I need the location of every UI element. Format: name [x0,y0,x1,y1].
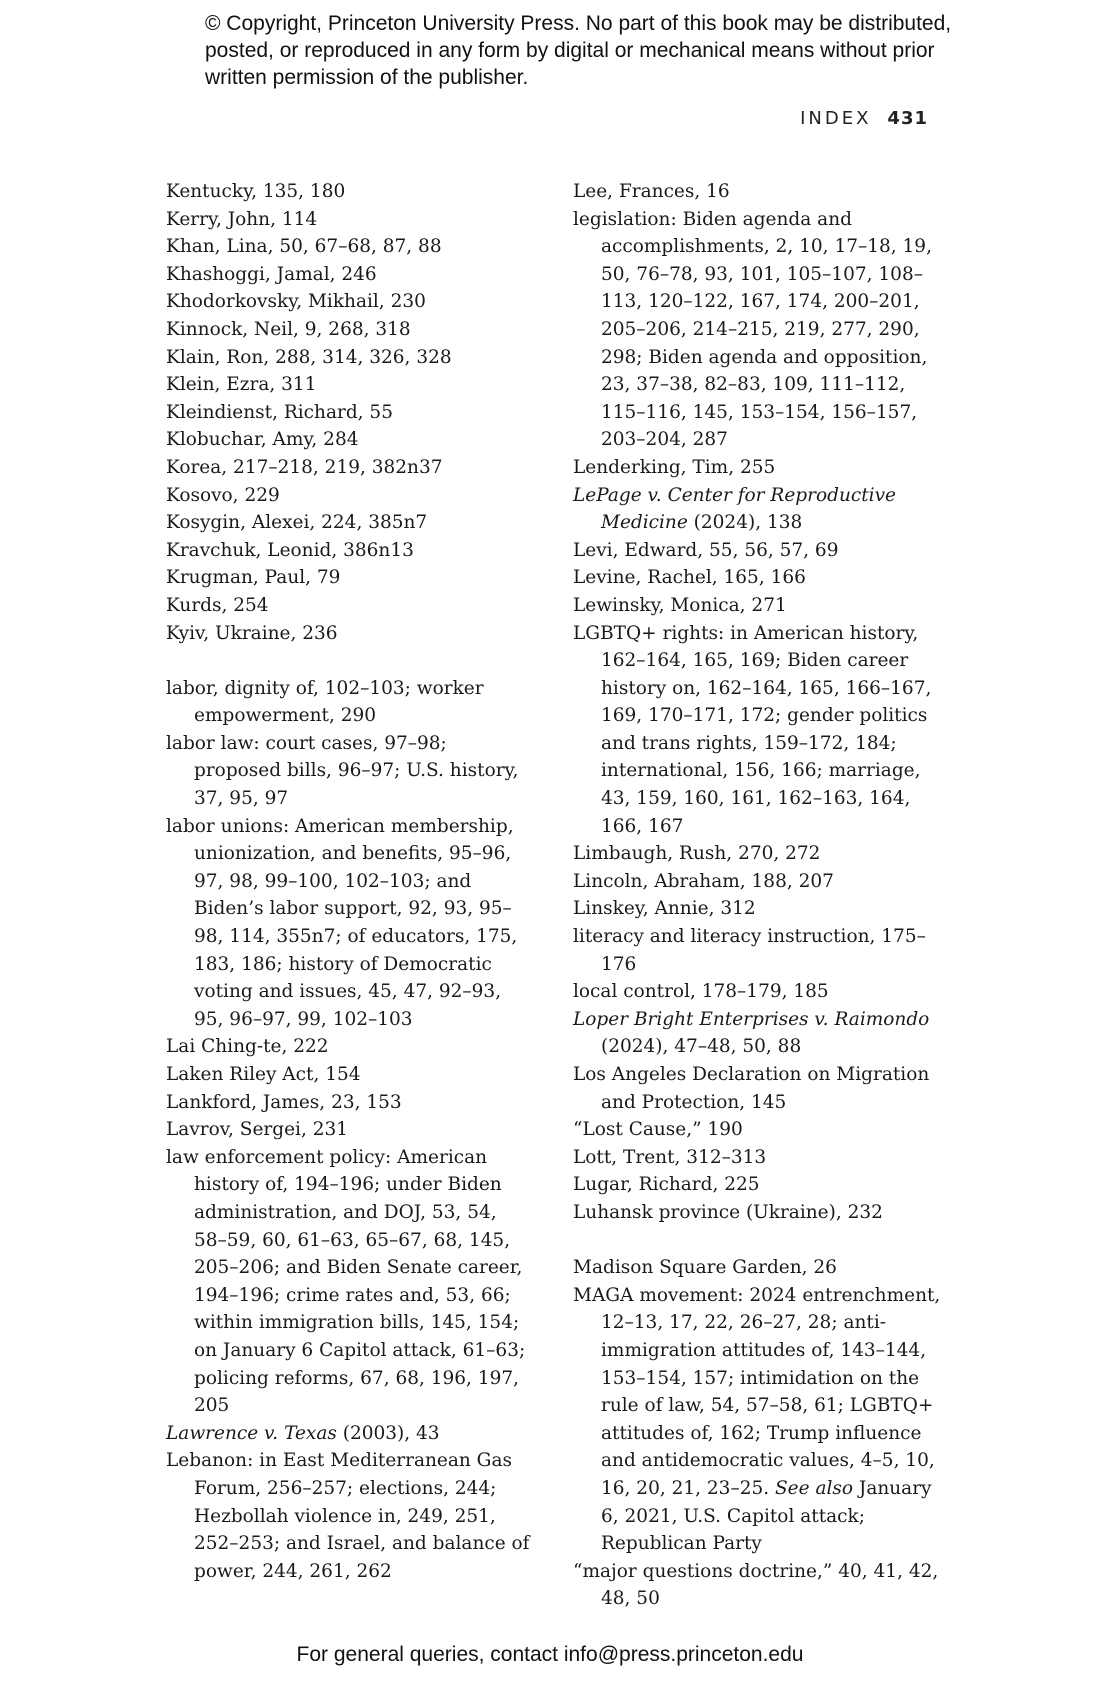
index-column-left [166,178,531,1585]
index-column-right [573,178,945,1613]
index-entry [573,1199,945,1227]
index-entry [166,730,531,813]
index-entry-text: Klein, Ezra, 311 [166,374,317,396]
index-entry-text: (2024), 47–48, 50, 88 [601,1036,802,1058]
index-entry-italic: Loper Bright Enterprises v. Raimondo [573,1008,930,1030]
index-entry-text: Kerry, John, 114 [166,208,318,230]
index-entry [573,1171,945,1199]
index-entry [166,537,531,565]
index-entry-text: Lai Ching-te, 222 [166,1036,329,1058]
index-entry [166,592,531,620]
index-entry [166,1144,531,1420]
page-number: 431 [887,108,928,129]
index-entry-text: legislation: Biden agenda and accomplishments, 2, 10, 17–18, 19, 50, 76–78, 93, 101, 105–107, 108–113, 120–122, 167, 174, 200–201, 205–206, 214–215, 219, 277, 290, 298; Biden agenda and opposition, 23, 37–38, 82–83, 109, 111–112, 115–116, 145, 153–154, 156–157, 203–204, 287 [573,208,932,451]
index-entry [166,564,531,592]
index-entry-see-also: See also [775,1477,854,1499]
index-entry-text: Khan, Lina, 50, 67–68, 87, 88 [166,236,442,258]
index-entry-text: Lugar, Richard, 225 [573,1174,760,1196]
index-entry-text: Klain, Ron, 288, 314, 326, 328 [166,346,452,368]
index-entry [166,620,531,648]
index-entry-text: Lewinsky, Monica, 271 [573,594,787,616]
index-entry [166,233,531,261]
index-entry-text: Lebanon: in East Mediterranean Gas Forum, 256–257; elections, 244; Hezbollah violence in, 249, 251, 252–253; and Israel, and balance of power, 244, 261, 262 [166,1450,530,1582]
index-entry [166,1116,531,1144]
index-entry-text: Levine, Rachel, 165, 166 [573,567,806,589]
letter-group-gap [166,647,531,675]
index-entry-text: Lincoln, Abraham, 188, 207 [573,870,834,892]
index-entry-text: Levi, Edward, 55, 56, 57, 69 [573,539,839,561]
index-entry [573,206,945,454]
index-entry [573,1254,945,1282]
index-entry-text: Lenderking, Tim, 255 [573,456,776,478]
index-entry [573,482,945,537]
index-entry-text: “Lost Cause,” 190 [573,1119,743,1141]
index-entry [166,1061,531,1089]
index-entry [573,454,945,482]
index-entry [573,564,945,592]
index-entry-text: Lott, Trent, 312–313 [573,1146,767,1168]
running-head [800,108,928,129]
index-entry [573,868,945,896]
letter-group-gap [573,1227,945,1255]
index-entry [166,1089,531,1117]
index-entry-text: labor unions: American membership, unionization, and benefits, 95–96, 97, 98, 99–100, 102–103; and Biden’s labor support, 92, 93, 95–98, 114, 355n7; of educators, 175, 183, 186; history of Democratic voting and issues, 45, 47, 92–93, 95, 96–97, 99, 102–103 [166,815,518,1030]
index-entry-text: Kurds, 254 [166,594,269,616]
index-entry-italic: LePage v. Center for Reproductive Medicine [573,484,896,534]
index-entry-text: Klobuchar, Amy, 284 [166,429,359,451]
index-entry [166,344,531,372]
index-entry-text: law enforcement policy: American history of, 194–196; under Biden administration, and DOJ, 53, 54, 58–59, 60, 61–63, 65–67, 68, 145, 205–206; and Biden Senate career, 194–196; crime rates and, 53, 66; within immigration bills, 145, 154; on January 6 Capitol attack, 61–63; policing reforms, 67, 68, 196, 197, 205 [166,1146,526,1417]
index-entry [166,813,531,1034]
index-entry-text: Laken Riley Act, 154 [166,1064,361,1085]
index-entry-text: Kleindienst, Richard, 55 [166,401,393,423]
index-entry-text: labor, dignity of, 102–103; worker empowerment, 290 [166,677,484,727]
index-entry [573,1061,945,1116]
index-entry [573,178,945,206]
index-entry-text: Kentucky, 135, 180 [166,181,346,202]
index-entry [573,620,945,841]
index-entry [573,1116,945,1144]
index-entry-text: Krugman, Paul, 79 [166,567,341,589]
index-entry-text: Kinnock, Neil, 9, 268, 318 [166,318,411,340]
index-entry-text: Kyiv, Ukraine, 236 [166,622,338,644]
index-entry-text: Limbaugh, Rush, 270, 272 [573,843,821,865]
footer-contact: For general queries, contact info@press.princeton.edu [296,1643,804,1666]
index-entry [166,178,531,206]
index-entry-text: “major questions doctrine,” 40, 41, 42, 48, 50 [573,1560,939,1610]
index-entry [573,923,945,978]
index-entry [166,316,531,344]
index-entry [573,895,945,923]
copyright-notice: © Copyright, Princeton University Press. No part of this book may be distributed, posted, or reproduced in any form by digital or mechanical means without prior written permission of the publisher. [205,12,952,89]
index-entry-text: Lankford, James, 23, 153 [166,1091,402,1113]
index-entry-text: Korea, 217–218, 219, 382n37 [166,456,443,478]
index-entry [166,288,531,316]
index-entry [166,1420,531,1448]
index-entry [166,399,531,427]
index-entry-text: Kravchuk, Leonid, 386n13 [166,539,414,561]
index-entry-italic: Lawrence v. Texas [166,1422,337,1444]
section-title: INDEX [800,108,872,129]
index-entry-text: (2024), 138 [687,512,803,534]
index-entry-text: Madison Square Garden, 26 [573,1257,837,1279]
index-entry [573,537,945,565]
index-entry [166,1033,531,1061]
index-entry [573,1144,945,1172]
index-entry [166,454,531,482]
index-entry [573,1282,945,1558]
index-entry-text: Kosygin, Alexei, 224, 385n7 [166,512,428,534]
index-entry-text: MAGA movement: 2024 entrenchment, 12–13, 17, 22, 26–27, 28; anti-immigration attitudes of, 143–144, 153–154, 157; intimidation on the rule of law, 54, 57–58, 61; LGBTQ+ attitudes of, 162; Trump influence and antidemocratic values, 4–5, 10, 16, 20, 21, 23–25. [573,1284,941,1499]
index-entry-text: Luhansk province (Ukraine), 232 [573,1201,883,1223]
index-entry [573,592,945,620]
index-entry-text: literacy and literacy instruction, 175–176 [573,926,926,975]
index-entry-text: (2003), 43 [336,1422,440,1444]
index-entry-text: Khashoggi, Jamal, 246 [166,263,377,285]
index-entry-text: Lavrov, Sergei, 231 [166,1119,349,1141]
index-entry-text: Khodorkovsky, Mikhail, 230 [166,291,426,313]
index-entry [573,840,945,868]
index-entry [166,482,531,510]
index-entry [166,261,531,289]
index-entry [166,371,531,399]
index-entry [166,426,531,454]
index-entry [573,978,945,1006]
index-entry-text: Linskey, Annie, 312 [573,898,756,920]
index-entry-text-after: January 6, 2021, U.S. Capitol attack; Republican Party [601,1477,932,1555]
index-entry [166,509,531,537]
index-entry [573,1558,945,1613]
index-entry-text: local control, 178–179, 185 [573,981,829,1003]
index-entry-text: Kosovo, 229 [166,484,280,506]
index-entry-text: Lee, Frances, 16 [573,181,730,202]
index-entry-text: Los Angeles Declaration on Migration and Protection, 145 [573,1064,930,1113]
index-entry [166,675,531,730]
index-entry [166,206,531,234]
index-entry-text: labor law: court cases, 97–98; proposed bills, 96–97; U.S. history, 37, 95, 97 [166,732,519,810]
index-entry [166,1447,531,1585]
index-entry-text: LGBTQ+ rights: in American history, 162–164, 165, 169; Biden career history on, 162–164, 165, 166–167, 169, 170–171, 172; gender politics and trans rights, 159–172, 184; international, 156, 166; marriage, 43, 159, 160, 161, 162–163, 164, 166, 167 [573,622,932,837]
index-entry [573,1006,945,1061]
